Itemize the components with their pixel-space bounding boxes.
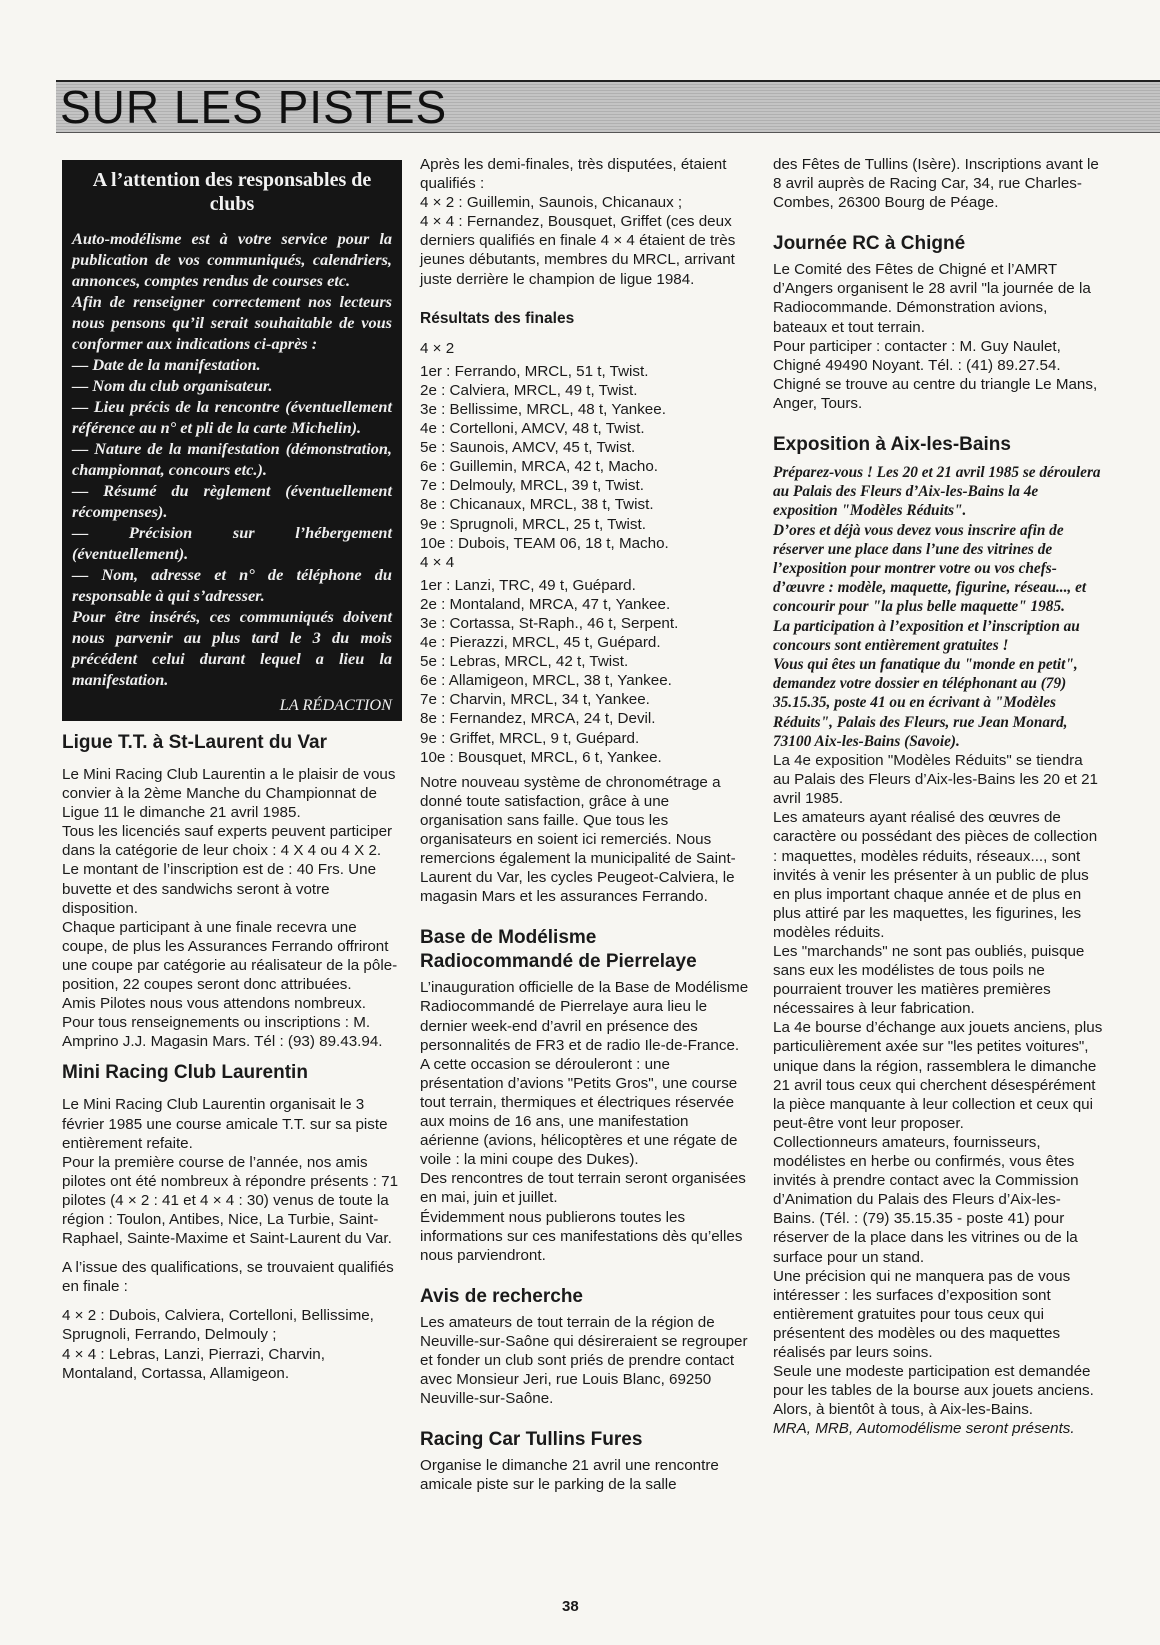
demi-paragraph: 4 × 2 : Guillemin, Saunois, Chicanaux ; — [420, 194, 683, 212]
results-closing: Notre nouveau système de chronométrage a donné toute satisfaction, grâce à une organisation sans faille. Que tous les organisateurs en soient ici remerciés. Nous remercions également la municipalité de Saint-Laurent du Var, les cycles Peugeot-Calviera, le magasin Mars et les assurances Ferrando. — [420, 773, 736, 906]
tullins-paragraph: Organise le dimanche 21 avril une rencontre amicale piste sur le parking de la salle — [420, 1457, 719, 1494]
notice-title: A l’attention des responsables de clubs — [92, 169, 372, 215]
ligue-paragraph: Tous les licenciés sauf experts peuvent participer dans la catégorie de leur choix : 4 X 4 ou 4 X 2. — [62, 823, 393, 860]
notice-line: Pour être insérés, ces communiqués doivent nous parvenir au plus tard le 3 du mois précédent celui durant lequel a lieu la manifestation. — [72, 607, 392, 689]
demi-paragraph: 4 × 4 : Fernandez, Bousquet, Griffet (ces deux derniers qualifiés en finale 4 × 4 étaient de très jeunes débutants, membres du MRCL, arrivant juste derrière le champion de ligue 1984. — [420, 213, 736, 288]
aix-italic-paragraph: D’ores et déjà vous devez vous inscrire afin de réserver une place dans l’une des vitrines de l’exposition pour montrer votre ou vos chefs-d’œuvre : modèle, maquette, figurine, réseau..., et concourir pour "la plus belle maquette" 1985. — [773, 521, 1087, 616]
notice-line: — Résumé du règlement (éventuellement récompenses). — [72, 481, 392, 521]
notice-signature: LA RÉDACTION — [279, 695, 392, 714]
results-list-4x2 — [420, 339, 750, 553]
avis-title: Avis de recherche — [420, 1285, 583, 1307]
mini-racing-paragraph: 4 × 4 : Lebras, Lanzi, Pierrazi, Charvin, Montaland, Cortassa, Allamigeon. — [62, 1345, 325, 1382]
base-paragraph: Des rencontres de tout terrain seront organisées en mai, juin et juillet. — [420, 1170, 746, 1207]
result-row: 8e : Chicanaux, MRCL, 38 t, Twist. — [420, 496, 654, 514]
aix-announcement — [773, 463, 1103, 751]
result-row: 9e : Griffet, MRCL, 9 t, Guépard. — [420, 729, 640, 747]
aix-paragraph: Les amateurs ayant réalisé des œuvres de caractère ou possédant des pièces de collection : maquettes, modèles réduits, réseaux..., sont invités à venir les présenter à un public de plus en plus important chaque année et de plus en plus attiré par les maquettes, les figurines, les modèles réduits. — [773, 809, 1098, 941]
notice-line: — Précision sur l’hébergement (éventuellement). — [72, 523, 392, 563]
result-row: 2e : Montaland, MRCA, 47 t, Yankee. — [420, 595, 671, 613]
result-row: 7e : Charvin, MRCL, 34 t, Yankee. — [420, 691, 650, 709]
ligue-paragraph: Pour tous renseignements ou inscriptions : M. Amprino J.J. Magasin Mars. Tél : (93) 89.43.94. — [62, 1014, 383, 1051]
result-row: 8e : Fernandez, MRCA, 24 t, Devil. — [420, 710, 656, 728]
notice-line: — Date de la manifestation. — [72, 355, 261, 374]
tullins-title: Racing Car Tullins Fures — [420, 1429, 643, 1451]
mini-racing-paragraph: Le Mini Racing Club Laurentin organisait le 3 février 1985 une course amicale T.T. sur sa piste entièrement refaite. — [62, 1096, 388, 1152]
notice-line: — Nom du club organisateur. — [72, 376, 273, 395]
result-row: 10e : Bousquet, MRCL, 6 t, Yankee. — [420, 748, 662, 766]
demi-paragraph: Après les demi-finales, très disputées, étaient qualifiés : — [420, 156, 727, 193]
aix-title: Exposition à Aix-les-Bains — [773, 434, 1011, 456]
column-middle — [420, 155, 750, 1494]
result-row: 5e : Lebras, MRCL, 42 t, Twist. — [420, 653, 629, 671]
notice-box — [62, 160, 402, 721]
ligue-paragraph: Le montant de l’inscription est de : 40 Frs. Une buvette et des sandwichs seront à votre disposition. — [62, 861, 377, 917]
chigne-paragraph: Le Comité des Fêtes de Chigné et l’AMRT d’Angers organisent le 28 avril "la journée de la Radiocommande. Démonstration avions, bateaux et tout terrain. — [773, 261, 1091, 336]
notice-line: — Nom, adresse et n° de téléphone du responsable à qui s’adresser. — [72, 565, 392, 605]
notice-line: — Lieu précis de la rencontre (éventuellement référence au n° et pli de la carte Michelin). — [72, 397, 392, 437]
base-paragraph: Évidemment nous publierons toutes les informations sur ces manifestations dès qu’elles nous parviendront. — [420, 1208, 743, 1264]
result-row: 4e : Pierazzi, MRCL, 45 t, Guépard. — [420, 634, 661, 652]
aix-paragraph: Les "marchands" ne sont pas oubliés, puisque sans eux les modélistes de tous poils ne pourraient trouver les matières premières nécessaires à leur fabrication. — [773, 943, 1085, 1018]
aix-paragraph: Alors, à bientôt à tous, à Aix-les-Bains. — [773, 1401, 1034, 1419]
aix-paragraph: Collectionneurs amateurs, fournisseurs, modélistes en herbe ou confirmés, vous êtes invités à prendre contact avec la Commission d’Animation du Palais des Fleurs d’Aix-les-Bains. (Tél. : (79) 35.15.35 - poste 41) pour réserver de la place dans les vitrines ou de la surface pour un stand. — [773, 1133, 1079, 1266]
notice-line: — Nature de la manifestation (démonstration, championnat, concours etc.). — [72, 439, 392, 479]
result-row: 6e : Allamigeon, MRCL, 38 t, Yankee. — [420, 672, 672, 690]
resultats-title: Résultats des finales — [420, 309, 575, 327]
ligue-paragraph: Chaque participant à une finale recevra une coupe, de plus les Assurances Ferrando offriront une coupe par catégorie au réalisateur de la pôle-position, 22 coupes seront donc attribuées. — [62, 918, 398, 994]
mini-racing-paragraph: Pour la première course de l’année, nos amis pilotes ont été nombreux à répondre présents : 71 pilotes (4 × 2 : 41 et 4 × 4 : 30) venus de toute la région : Toulon, Antibes, Nice, La Turbie, Saint-Raphael, Sainte-Maxime et Saint-Laurent du Var. — [62, 1153, 399, 1248]
column-left — [62, 160, 402, 1383]
result-row: 6e : Guillemin, MRCA, 42 t, Macho. — [420, 458, 659, 476]
chigne-paragraph: Pour participer : contacter : M. Guy Naulet, Chigné 49490 Noyant. Tél. : (41) 89.27.54. Chigné se trouve au centre du triangle Le Mans, Anger, Tours. — [773, 337, 1098, 412]
result-row: 10e : Dubois, TEAM 06, 18 t, Macho. — [420, 534, 669, 552]
tullins-paragraph-continued: des Fêtes de Tullins (Isère). Inscriptions avant le 8 avril auprès de Racing Car, 34, rue Charles-Combes, 26300 Bourg de Péage. — [773, 156, 1099, 212]
result-row: 1er : Lanzi, TRC, 49 t, Guépard. — [420, 576, 636, 594]
results-category: 4 × 4 — [420, 553, 455, 571]
aix-italic-paragraph: Vous qui êtes un fanatique du "monde en petit", demandez votre dossier en téléphonant au (79) 35.15.35, poste 41 ou en écrivant à "Modèles Réduits", Palais des Fleurs, rue Jean Monard, 73100 Aix-les-Bains (Savoie). — [773, 656, 1078, 750]
result-row: 9e : Sprugnoli, MRCL, 25 t, Twist. — [420, 515, 646, 533]
mini-racing-paragraph: 4 × 2 : Dubois, Calviera, Cortelloni, Bellissime, Sprugnoli, Ferrando, Delmouly ; — [62, 1307, 374, 1344]
aix-paragraph: La 4e bourse d’échange aux jouets anciens, plus particulièrement axée sur "les petites voitures", unique dans la région, rassemblera le dimanche 21 avril tous ceux qui cherchent désespérément la pièce manquante à leur collection et ceux qui peut-être vont leur proposer. — [773, 1019, 1103, 1132]
aix-credit: MRA, MRB, Automodélisme seront présents. — [773, 1420, 1075, 1438]
base-paragraph: L’inauguration officielle de la Base de Modélisme Radiocommandé de Pierrelaye aura lieu le dernier week-end d’avril en présence des personnalités de FR3 et de radio Ile-de-France. A cette occasion se dérouleront : une présentation d’avions "Petits Gros", une course tout terrain, thermiques et électriques réservée aux moins de 16 ans, une manifestation aérienne (avions, hélicoptères et une régate de voile : la mini coupe des Dukes). — [420, 979, 749, 1169]
notice-line: Afin de renseigner correctement nos lecteurs nous pensons qu’il serait souhaitable de vous conformer aux indications ci-après : — [72, 292, 392, 353]
column-right — [773, 155, 1103, 1438]
result-row: 2e : Calviera, MRCL, 49 t, Twist. — [420, 381, 638, 399]
aix-italic-paragraph: Préparez-vous ! Les 20 et 21 avril 1985 se déroulera au Palais des Fleurs d’Aix-les-Bains la 4e exposition "Modèles Réduits". — [773, 464, 1101, 520]
aix-paragraph: Une précision qui ne manquera pas de vous intéresser : les surfaces d’exposition sont entièrement gratuites pour tous ceux qui présentent des modèles ou des maquettes réalisés par leurs soins. — [773, 1267, 1071, 1361]
result-row: 7e : Delmouly, MRCL, 39 t, Twist. — [420, 477, 644, 495]
result-row: 1er : Ferrando, MRCL, 51 t, Twist. — [420, 362, 649, 380]
aix-italic-paragraph: La participation à l’exposition et l’inscription au concours sont entièrement gratuites ! — [773, 617, 1080, 654]
result-row: 5e : Saunois, AMCV, 45 t, Twist. — [420, 439, 636, 457]
result-row: 3e : Bellissime, MRCL, 48 t, Yankee. — [420, 400, 666, 418]
page-number: 38 — [562, 1598, 579, 1615]
ligue-paragraph: Le Mini Racing Club Laurentin a le plaisir de vous convier à la 2ème Manche du Championnat de Ligue 11 le dimanche 21 avril 1985. — [62, 766, 396, 822]
result-row: 3e : Cortassa, St-Raph., 46 t, Serpent. — [420, 614, 679, 632]
section-title: SUR LES PISTES — [60, 81, 448, 133]
chigne-title: Journée RC à Chigné — [773, 233, 966, 255]
result-row: 4e : Cortelloni, AMCV, 48 t, Twist. — [420, 420, 645, 438]
mini-racing-paragraph: A l’issue des qualifications, se trouvaient qualifiés en finale : — [62, 1259, 394, 1296]
aix-paragraph: La 4e exposition "Modèles Réduits" se tiendra au Palais des Fleurs d’Aix-les-Bains les 20 et 21 avril 1985. — [773, 752, 1099, 808]
base-title: Base de Modélisme Radiocommandé de Pierrelaye — [420, 927, 697, 973]
results-category: 4 × 2 — [420, 339, 455, 357]
aix-paragraph: Seule une modeste participation est demandée pour les tables de la bourse aux jouets anciens. — [773, 1363, 1094, 1400]
ligue-title: Ligue T.T. à St-Laurent du Var — [62, 732, 327, 753]
ligue-paragraph: Amis Pilotes nous vous attendons nombreux. — [62, 995, 366, 1013]
notice-line: Auto-modélisme est à votre service pour la publication de vos communiqués, calendriers, annonces, comptes rendus de courses etc. — [72, 229, 392, 290]
avis-paragraph: Les amateurs de tout terrain de la région de Neuville-sur-Saône qui désireraient se regrouper et fonder un club sont priés de prendre contact avec Monsieur Jeri, rue Louis Blanc, 69250 Neuville-sur-Saône. — [420, 1313, 748, 1408]
results-list-4x4 — [420, 553, 750, 767]
mini-racing-title: Mini Racing Club Laurentin — [62, 1062, 308, 1084]
